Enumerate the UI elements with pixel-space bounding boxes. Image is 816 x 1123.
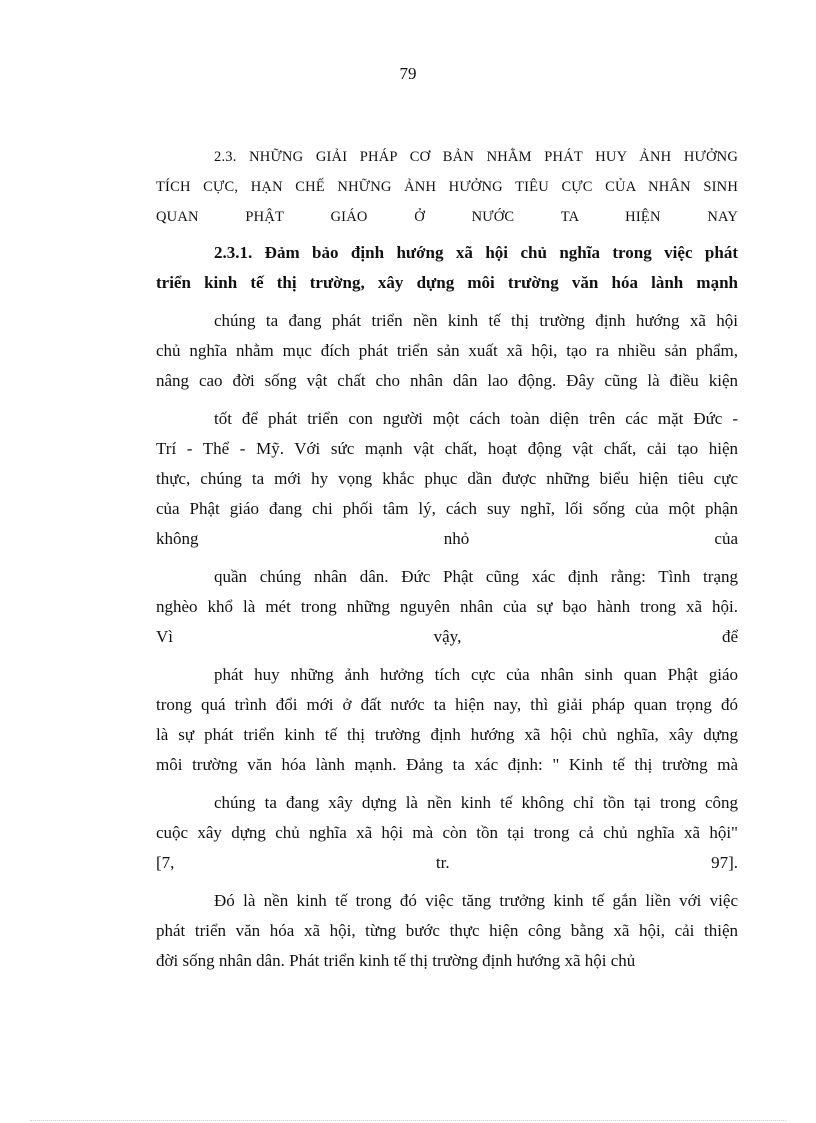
- text-line: nâng cao đời sống vật chất cho nhân dân lao động. Đây cũng là điều kiện: [156, 371, 738, 390]
- text-line: của Phật giáo đang chi phối tâm lý, cách suy nghĩ, lối sống của một phận: [156, 499, 738, 518]
- subheading-line: 2.3.1. Đảm bảo định hướng xã hội chủ nghĩa trong việc phát: [214, 243, 738, 262]
- text-line: chúng ta đang phát triển nền kinh tế thị trường định hướng xã hội: [214, 311, 738, 330]
- text-line: cuộc xây dựng chủ nghĩa xã hội mà còn tồn tại trong cả chủ nghĩa xã hội": [156, 823, 738, 842]
- text-line: Trí - Thể - Mỹ. Với sức mạnh vật chất, hoạt động vật chất, cải tạo hiện: [156, 439, 738, 458]
- paragraph-2: [156, 404, 738, 554]
- page-number: 79: [399, 64, 417, 83]
- paragraph-3: [156, 562, 738, 652]
- subsection-heading: [156, 238, 738, 298]
- heading-line: 2.3. NHỮNG GIẢI PHÁP CƠ BẢN NHẰM PHÁT HUY ẢNH HƯỞNG: [214, 149, 738, 165]
- paragraph-1: [156, 306, 738, 396]
- subheading-line: triển kinh tế thị trường, xây dựng môi trường văn hóa lành mạnh: [156, 273, 738, 292]
- paragraph-6: [156, 886, 738, 976]
- paragraph-4: [156, 660, 738, 780]
- text-line: [7, tr. 97].: [156, 853, 738, 872]
- text-line: đời sống nhân dân. Phát triển kinh tế thị trường định hướng xã hội chủ: [156, 951, 636, 970]
- text-line: thực, chúng ta mới hy vọng khắc phục dần được những biểu hiện tiêu cực: [156, 469, 738, 488]
- heading-line: TÍCH CỰC, HẠN CHẾ NHỮNG ẢNH HƯỞNG TIÊU CỰC CỦA NHÂN SINH: [156, 179, 738, 195]
- text-line: chủ nghĩa nhằm mục đích phát triển sản xuất xã hội, tạo ra nhiều sản phẩm,: [156, 341, 738, 360]
- section-heading: [156, 142, 738, 232]
- text-line: không nhỏ của: [156, 529, 738, 548]
- text-line: phát triển văn hóa xã hội, từng bước thực hiện công bằng xã hội, cải thiện: [156, 921, 738, 940]
- text-line: trong quá trình đổi mới ở đất nước ta hiện nay, thì giải pháp quan trọng đó: [156, 695, 738, 714]
- text-line: nghèo khổ là mét trong những nguyên nhân của sự bạo hành trong xã hội.: [156, 597, 738, 616]
- text-line: chúng ta đang xây dựng là nền kinh tế không chỉ tồn tại trong công: [214, 793, 738, 812]
- text-line: quần chúng nhân dân. Đức Phật cũng xác định rằng: Tình trạng: [214, 567, 738, 586]
- heading-line: QUAN PHẬT GIÁO Ở NƯỚC TA HIỆN NAY: [156, 209, 738, 225]
- footer-divider: [30, 1120, 786, 1121]
- text-line: tốt để phát triển con người một cách toàn diện trên các mặt Đức -: [214, 409, 738, 428]
- text-line: là sự phát triển kinh tế thị trường định hướng xã hội chủ nghĩa, xây dựng: [156, 725, 738, 744]
- text-line: phát huy những ảnh hưởng tích cực của nhân sinh quan Phật giáo: [214, 665, 738, 684]
- text-line: Đó là nền kinh tế trong đó việc tăng trưởng kinh tế gắn liền với việc: [214, 891, 738, 910]
- text-line: Vì vậy, để: [156, 627, 738, 646]
- text-line: môi trường văn hóa lành mạnh. Đảng ta xác định: " Kinh tế thị trường mà: [156, 755, 738, 774]
- paragraph-5: [156, 788, 738, 878]
